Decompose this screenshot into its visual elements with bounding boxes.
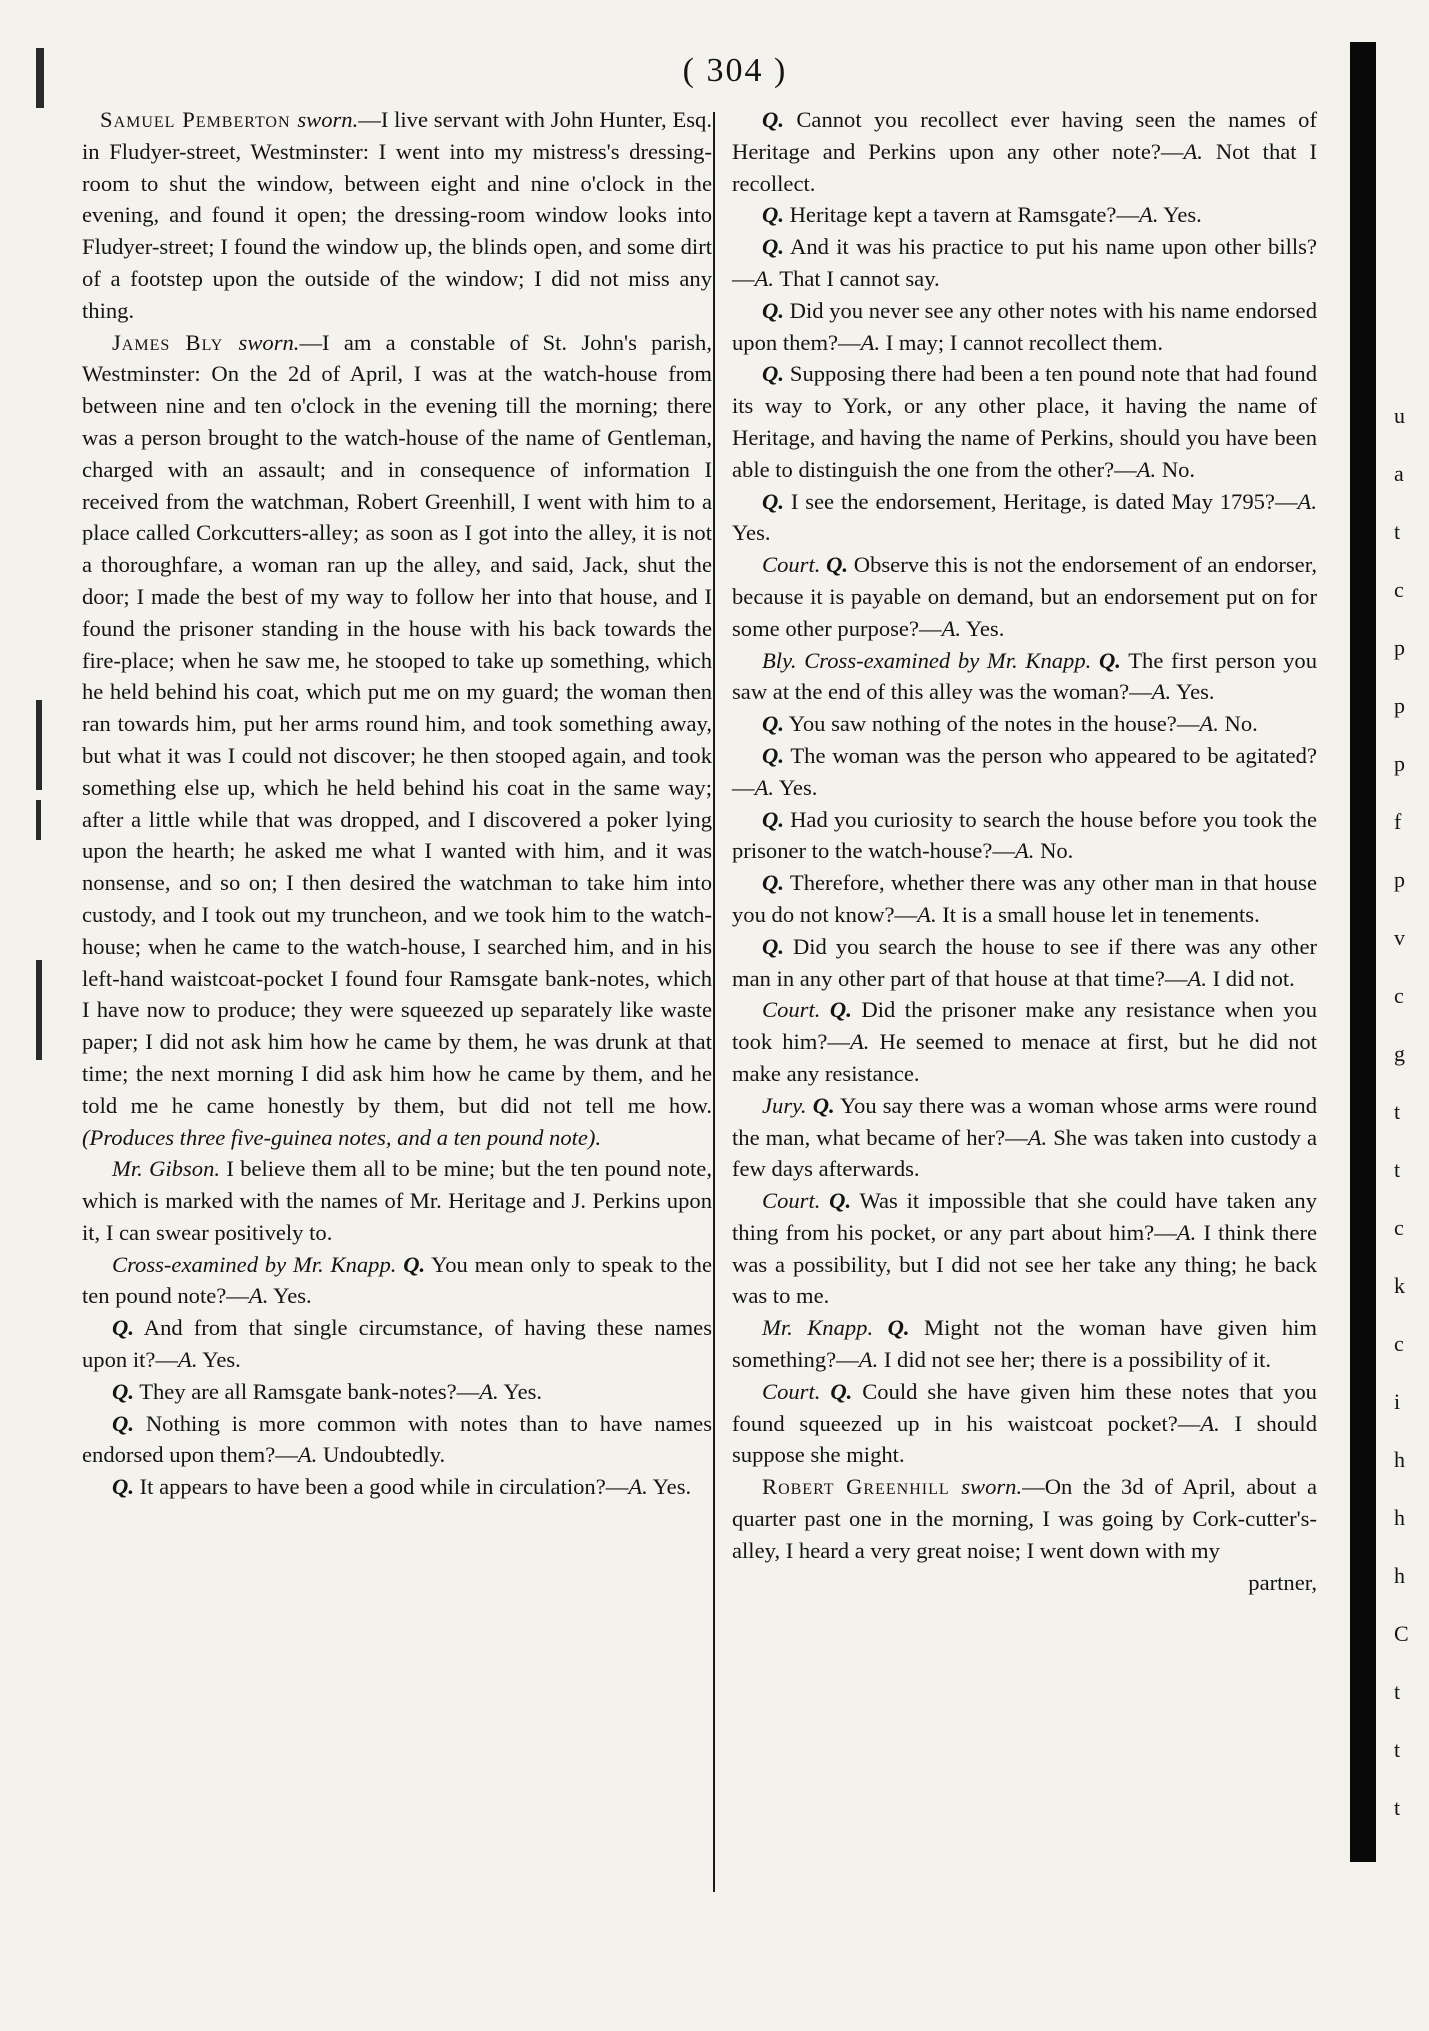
paragraph (82, 1249, 712, 1313)
paragraph (82, 104, 712, 327)
left-column (82, 104, 712, 1503)
question-marker: Q. (762, 361, 784, 387)
text-run: And it was his practice to put his name upon other bills?— (732, 234, 1317, 291)
question-marker: Q. (762, 806, 784, 832)
text-run: Court. (762, 1378, 821, 1404)
right-column (732, 104, 1317, 1598)
fragment-letter: t (1394, 1795, 1401, 1820)
paragraph (732, 199, 1317, 231)
text-run: A. (248, 1283, 269, 1309)
text-run: A. (479, 1378, 499, 1404)
question-marker: Q. (396, 1251, 426, 1277)
catchword: partner, (1248, 1569, 1317, 1595)
fragment-letter: C (1394, 1621, 1409, 1646)
paragraph (732, 931, 1317, 995)
text-run: I believe them all to be mine; but the ten pound note, which is marked with the names of Mr. Heritage and J. Perkins upon it, I can swear positively to. (82, 1156, 712, 1245)
margin-mark (36, 48, 44, 108)
fragment-letter: p (1394, 867, 1405, 892)
fragment-letter: t (1394, 519, 1401, 544)
column-rule (713, 112, 715, 1892)
fragment-letter: t (1394, 1679, 1401, 1704)
question-marker: Q. (762, 202, 784, 228)
fragment-letter: u (1394, 403, 1405, 428)
adjacent-page-fragment (1376, 0, 1429, 2031)
text-run: Therefore, whether there was any other man in that house you do not know?— (732, 870, 1317, 927)
text-run: Cannot you recollect ever having seen the names of Heritage and Perkins upon any other note?— (732, 107, 1317, 164)
text-run: The first person you saw at the end of this alley was the woman?— (732, 647, 1317, 705)
text-run: Did you never see any other notes with his name endorsed upon them?— (732, 297, 1317, 355)
text-run: Nothing is more common with notes than to have names endorsed upon them?— (82, 1410, 712, 1468)
text-run: No. (1156, 456, 1196, 482)
text-run: A. (1136, 456, 1157, 482)
question-marker: Q. (820, 1188, 852, 1214)
fragment-letter: a (1394, 461, 1404, 486)
fragment-letter: c (1394, 577, 1404, 602)
text-run: A. (917, 901, 937, 927)
question-marker: Q. (762, 933, 784, 959)
fragment-letter: h (1394, 1447, 1405, 1472)
margin-mark (36, 800, 41, 840)
paragraph (732, 1090, 1317, 1185)
text-run: He seemed to menace at first, but he did not make any resistance. (732, 1029, 1317, 1086)
text-run: Not that I recollect. (732, 138, 1317, 196)
text-run: Jury. (762, 1092, 807, 1118)
text-run: Yes. (732, 520, 771, 546)
paragraph (732, 1185, 1317, 1312)
text-run: I think there was a possibility, but I did not see her take any thing; he back was to me. (732, 1219, 1317, 1309)
fragment-letter: p (1394, 751, 1405, 776)
text-run: That I cannot say. (774, 265, 940, 291)
text-run: The woman was the person who appeared to be agitated?— (732, 742, 1317, 800)
text-run: A. (1151, 679, 1172, 705)
text-run: Yes. (1171, 679, 1215, 705)
text-run: A. (297, 1442, 318, 1468)
text-run: It is a small house let in tenements. (936, 901, 1260, 927)
text-run: A. (1199, 711, 1219, 737)
text-run: And from that single circumstance, of having these names upon it?— (82, 1315, 712, 1373)
text-run: Yes. (961, 615, 1005, 641)
question-marker: Q. (762, 488, 784, 514)
text-run: I see the endorsement, Heritage, is dated May 1795?— (783, 488, 1298, 514)
text-run: Might not the woman have given him something?— (732, 1315, 1317, 1373)
text-run: A. (178, 1347, 198, 1373)
fragment-letter: c (1394, 983, 1404, 1008)
text-run: Mr. Gibson. (112, 1156, 221, 1182)
text-run: I may; I cannot recollect them. (880, 329, 1164, 355)
question-marker: Q. (112, 1474, 134, 1500)
question-marker: Q. (762, 297, 784, 323)
paragraph (732, 1471, 1317, 1566)
text-run: Court. (762, 1188, 821, 1214)
text-run: Mr. Knapp. (762, 1315, 874, 1341)
text-run: A. (1183, 138, 1203, 164)
question-marker: Q. (112, 1410, 134, 1436)
speaker-name: Robert Greenhill (762, 1474, 962, 1500)
margin-mark (36, 960, 42, 1060)
text-run: sworn. (238, 329, 300, 355)
text-run: Yes. (1158, 202, 1202, 228)
text-run: I did not. (1206, 965, 1295, 991)
text-run: A. (628, 1474, 648, 1500)
text-run: A. (1297, 488, 1317, 514)
fragment-letter: g (1394, 1041, 1405, 1066)
question-marker: Q. (762, 234, 784, 260)
paragraph (732, 104, 1317, 199)
text-run: Court. (762, 552, 821, 578)
text-run: Yes. (498, 1378, 543, 1404)
paragraph (82, 1312, 712, 1376)
text-run: A. (850, 1029, 870, 1055)
text-run: sworn. (297, 107, 359, 132)
text-run: A. (1014, 838, 1035, 864)
paragraph (732, 740, 1317, 804)
paragraph (732, 295, 1317, 359)
fragment-letter: p (1394, 635, 1405, 660)
paragraph (82, 1153, 712, 1248)
paragraph (732, 867, 1317, 931)
fragment-letter: i (1394, 1389, 1401, 1414)
question-marker: Q. (820, 1378, 853, 1404)
text-run: A. (1176, 1219, 1197, 1245)
text-run: —I am a constable of St. John's parish, Westminster: On the 2d of April, I was at the watch-house from between nine and ten o'clock in the evening till the morning; there was a person brought to the watch-house of the name of Gentleman, charged with an assault; and in consequence of information I received from the watchman, Robert Greenhill, I went with him to a place called Corkcutters-alley; as soon as I got into the alley, it is not a thoroughfare, a woman ran up the alley, and said, Jack, shut the door; I made the best of my way to follow her into that house, and I found the prisoner standing in the house with his back towards the fire-place; when he saw me, he stooped to take up something, which he held behind his coat, which put me on my guard; the woman then ran towards him, put her arms round him, and took something away, but what it was I could not discover; he then stooped again, and took something else up, which he held behind his coat in the same way; after a little while that was dropped, and I discovered a poker lying upon the hearth; he asked me what I wanted with him, and it was nonsense, and so on; I then desired the watchman to take him into custody, and I took out my truncheon, and we took him to the watch-house; when he came to the watch-house, I searched him, and in his left-hand waistcoat-pocket I found four Ramsgate bank-notes, which I have now to produce; they were squeezed up separately like waste paper; I did not ask him how he came by them, he was drunk at that time; the next morning I did ask him how he came by them, and he told me he came honestly by them, but did not tell me how. (82, 329, 712, 1118)
question-marker: Q. (820, 997, 852, 1023)
margin-mark (36, 700, 42, 790)
speaker-name: Samuel Pemberton (100, 107, 298, 132)
fragment-letter: v (1394, 925, 1405, 950)
text-run: A. (858, 1347, 879, 1373)
paragraph (82, 1471, 712, 1503)
fragment-letter: h (1394, 1505, 1405, 1530)
text-run: Was it impossible that she could have taken any thing from his pocket, or any part about him?— (732, 1188, 1317, 1245)
text-run: A. (860, 329, 881, 355)
fragment-letter: c (1394, 1331, 1404, 1356)
text-run: They are all Ramsgate bank-notes?— (133, 1378, 480, 1404)
text-run: Yes. (268, 1283, 312, 1309)
text-run: Did you search the house to see if there was any other man in any other part of that house at that time?— (732, 933, 1317, 991)
question-marker: Q. (762, 107, 784, 132)
question-marker: Q. (820, 552, 849, 578)
page-number: ( 304 ) (682, 52, 788, 89)
fragment-letter: h (1394, 1563, 1405, 1588)
text-run: —I live servant with John Hunter, Esq. in Fludyer-street, Westminster: I went into my mistress's dressing-room to shut the window, between eight and nine o'clock in the evening, and found it open; the dressing-room window looks into Fludyer-street; I found the window up, the blinds open, and some dirt of a footstep upon the outside of the window; I did not miss any thing. (82, 107, 713, 323)
text-run: A. (941, 615, 962, 641)
text-run: (Produces three five-guinea notes, and a ten pound note). (82, 1124, 602, 1150)
text-run: Undoubtedly. (317, 1442, 446, 1468)
text-run: No. (1218, 711, 1258, 737)
text-run: Observe this is not the endorsement of an endorser, because it is payable on demand, but an endorsement put on for some other purpose?— (732, 552, 1317, 641)
text-run: A. (754, 265, 775, 291)
fragment-letter: t (1394, 1157, 1401, 1182)
text-run: Court. (762, 997, 821, 1023)
text-run: No. (1034, 838, 1074, 864)
text-run: Yes. (197, 1347, 241, 1373)
page-gutter-shadow (1350, 42, 1376, 1862)
question-marker: Q. (112, 1378, 134, 1404)
question-marker: Q. (112, 1315, 134, 1341)
question-marker: Q. (762, 742, 784, 768)
fragment-letter: k (1394, 1273, 1405, 1298)
paragraph (732, 645, 1317, 709)
paragraph (732, 1376, 1317, 1471)
text-run: A. (1200, 1410, 1220, 1436)
paragraph (82, 1408, 712, 1472)
text-run: Cross-examined by Mr. Knapp. (112, 1251, 397, 1277)
fragment-letter: p (1394, 693, 1405, 718)
text-run: You saw nothing of the notes in the house?— (783, 711, 1200, 737)
paragraph (732, 994, 1317, 1089)
text-run: A. (1027, 1124, 1048, 1150)
question-marker: Q. (1091, 647, 1121, 673)
paragraph (732, 1312, 1317, 1376)
fragment-letter: t (1394, 1737, 1401, 1762)
text-run: Heritage kept a tavern at Ramsgate?— (783, 202, 1140, 228)
text-run: Had you curiosity to search the house before you took the prisoner to the watch-house?— (732, 806, 1317, 864)
text-run: I should suppose she might. (732, 1410, 1317, 1468)
text-run: —On the 3d of April, about a quarter past one in the morning, I was going by Cork-cutter's-alley, I heard a very great noise; I went down with my (732, 1474, 1318, 1563)
text-run: A. (754, 774, 775, 800)
question-marker: Q. (806, 1092, 835, 1118)
paragraph (732, 804, 1317, 868)
paragraph (732, 358, 1317, 485)
paragraph (732, 486, 1317, 550)
text-run: A. (1187, 965, 1207, 991)
question-marker: Q. (873, 1315, 910, 1341)
text-run: sworn. (961, 1474, 1023, 1500)
text-run: Supposing there had been a ten pound note that had found its way to York, or any other place, it having the name of Heritage, and having the name of Perkins, should you have been able to distinguish the one from the other?— (732, 361, 1317, 482)
text-run: Yes. (647, 1474, 692, 1500)
paragraph (732, 549, 1317, 644)
text-run: She was taken into custody a few days afterwards. (732, 1124, 1317, 1182)
speaker-name: James Bly (112, 329, 239, 355)
question-marker: Q. (762, 711, 784, 737)
text-run: Did the prisoner make any resistance when you took him?— (732, 997, 1317, 1055)
text-run: You say there was a woman whose arms were round the man, what became of her?— (732, 1092, 1317, 1150)
text-run: I did not see her; there is a possibility of it. (878, 1347, 1272, 1373)
fragment-letter: t (1394, 1099, 1401, 1124)
text-run: Could she have given him these notes that you found squeezed up in his waistcoat pocket?— (732, 1378, 1317, 1436)
text-run: A. (1139, 202, 1159, 228)
paragraph (82, 327, 712, 1154)
text-run: Bly. Cross-examined by Mr. Knapp. (762, 647, 1092, 673)
fragment-letter: c (1394, 1215, 1404, 1240)
text-run: It appears to have been a good while in circulation?— (133, 1474, 629, 1500)
paragraph (82, 1376, 712, 1408)
text-run: Yes. (774, 774, 818, 800)
question-marker: Q. (762, 870, 784, 896)
paragraph (732, 708, 1317, 740)
fragment-letter: f (1394, 809, 1402, 834)
paragraph (732, 231, 1317, 295)
text-run: You mean only to speak to the ten pound note?— (82, 1251, 712, 1309)
